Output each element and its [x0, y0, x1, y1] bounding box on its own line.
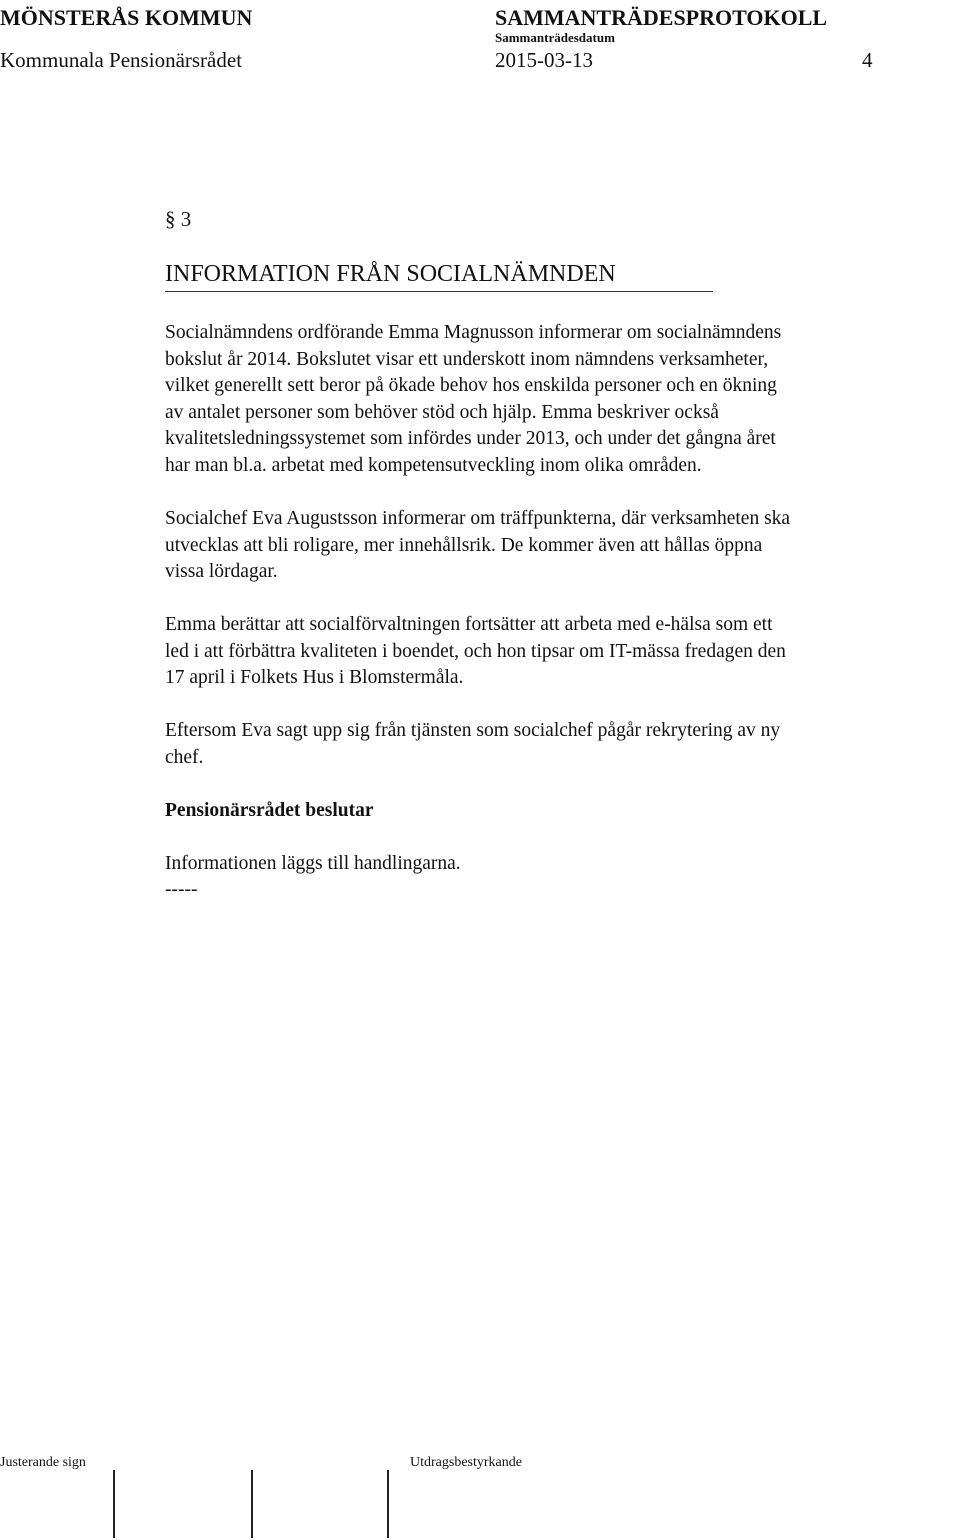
- body-name: Kommunala Pensionärsrådet: [0, 48, 243, 72]
- signature-box-divider: [251, 1470, 253, 1538]
- extract-label: Utdragsbestyrkande: [410, 1455, 522, 1470]
- text-line: led i att förbättra kvaliteten i boendet, och hon tipsar om IT-mässa fredagen den: [165, 640, 786, 662]
- text-line: 17 april i Folkets Hus i Blomstermåla.: [165, 667, 464, 688]
- signature-box-divider: [113, 1470, 115, 1538]
- text-line: bokslut år 2014. Bokslutet visar ett underskott inom nämndens verksamheter,: [165, 348, 769, 370]
- text-line: kvalitetsledningssystemet som infördes under 2013, och under det gångna året: [165, 428, 776, 449]
- signature-box-divider: [387, 1470, 389, 1538]
- protocol-title: SAMMANTRÄDESPROTOKOLL: [495, 5, 828, 30]
- paragraph-3: [165, 612, 905, 692]
- text-line: utvecklas att bli roligare, mer innehållsrik. De kommer även att hållas öppna: [165, 534, 763, 556]
- text-line: av antalet personer som behöver stöd och hjälp. Emma beskriver också: [165, 401, 719, 423]
- end-marker: -----: [165, 879, 198, 900]
- text-line: har man bl.a. arbetat med kompetensutveckling inom olika områden.: [165, 454, 702, 476]
- text-line: chef.: [165, 746, 204, 768]
- text-line: vissa lördagar.: [165, 561, 278, 582]
- decision-heading: Pensionärsrådet beslutar: [165, 800, 374, 821]
- section-title: INFORMATION FRÅN SOCIALNÄMNDEN: [165, 261, 616, 287]
- date-label: Sammanträdesdatum: [495, 30, 615, 45]
- text-line: Socialchef Eva Augustsson informerar om träffpunkterna, där verksamheten ska: [165, 508, 791, 529]
- title-underline: [165, 291, 713, 292]
- organization-name: MÖNSTERÅS KOMMUN: [0, 5, 253, 30]
- text-line: Emma berättar att socialförvaltningen fortsätter att arbeta med e-hälsa som ett: [165, 614, 773, 635]
- paragraph-4: [165, 718, 905, 771]
- paragraph-2: [165, 506, 905, 586]
- paragraph-1: [165, 320, 905, 479]
- decision-text: Informationen läggs till handlingarna.: [165, 853, 461, 874]
- text-line: vilket generellt sett beror på ökade behov hos enskilda personer och en ökning: [165, 375, 777, 396]
- signing-label: Justerande sign: [0, 1455, 86, 1470]
- page-number: 4: [862, 48, 873, 72]
- meeting-date: 2015-03-13: [495, 48, 593, 72]
- paragraph-number: § 3: [165, 207, 192, 231]
- text-line: Eftersom Eva sagt upp sig från tjänsten som socialchef pågår rekrytering av ny: [165, 720, 781, 741]
- text-line: Socialnämndens ordförande Emma Magnusson informerar om socialnämndens: [165, 322, 782, 343]
